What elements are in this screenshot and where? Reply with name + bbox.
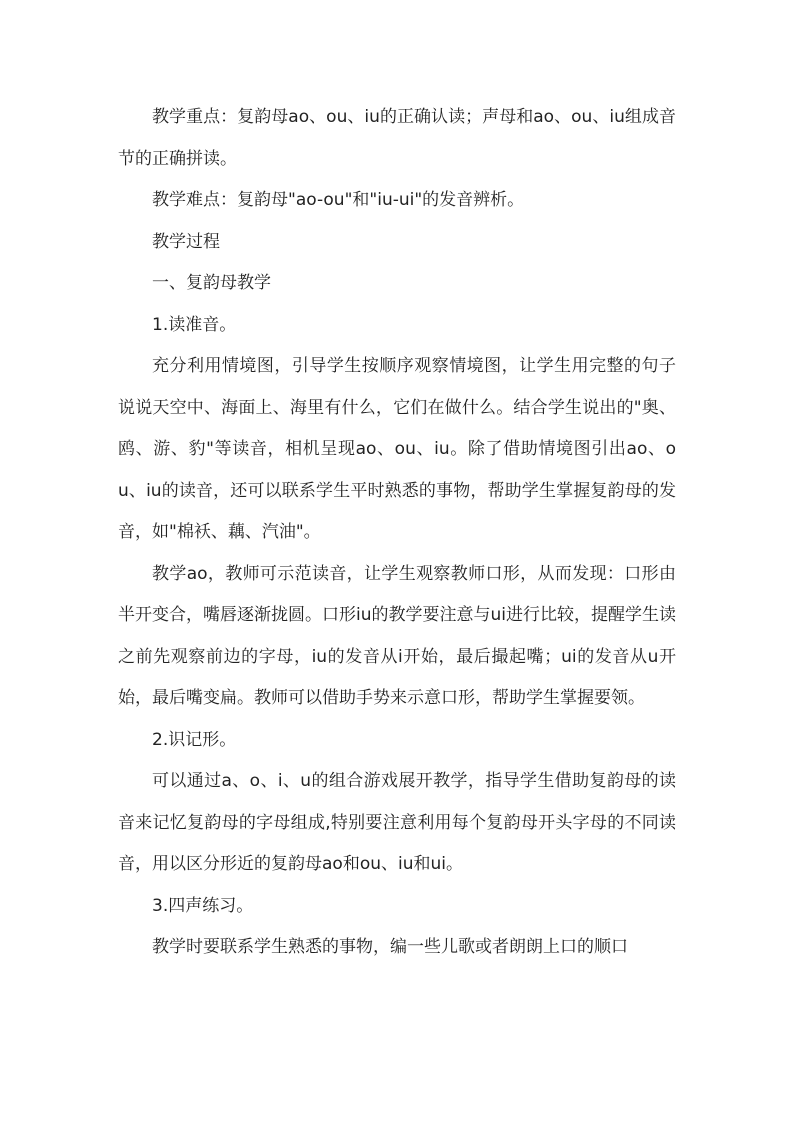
paragraph-step-2: 可以通过a、o、i、u的组合游戏展开教学，指导学生借助复韵母的读音来记忆复韵母的字母组成,特别要注意利用每个复韵母开头字母的不同读音，用以区分形近的复韵母ao和ou、iu和ui。 <box>118 771 676 874</box>
heading-section-one: 一、复韵母教学 <box>152 273 271 293</box>
heading-step-1: 1.读准音。 <box>152 314 237 335</box>
heading-step-2: 2.识记形。 <box>152 729 237 750</box>
paragraph-difficulties: 教学难点：复韵母"ao-ou"和"iu-ui"的发音辨析。 <box>152 190 525 210</box>
paragraph-step-1-scene: 充分利用情境图，引导学生按顺序观察情境图，让学生用完整的句子说说天空中、海面上、海里有什么，它们在做什么。结合学生说出的"奥、鸥、游、豹"等读音，相机呈现ao、ou、iu。除了借助情境图引出ao、ou、iu的读音，还可以联系学生平时熟悉的事物，帮助学生掌握复韵母的发音，如"棉袄、藕、汽油"。 <box>118 356 676 542</box>
paragraph-step-3: 教学时要联系学生熟悉的事物，编一些儿歌或者朗朗上口的顺口 <box>152 937 628 957</box>
heading-step-3: 3.四声练习。 <box>152 895 254 916</box>
heading-teaching-process: 教学过程 <box>152 231 220 252</box>
paragraph-key-points: 教学重点：复韵母ao、ou、iu的正确认读；声母和ao、ou、iu组成音节的正确拼读。 <box>118 107 676 169</box>
paragraph-step-1-mouth-shape: 教学ao，教师可示范读音，让学生观察教师口形，从而发现：口形由半开变合，嘴唇逐渐拢圆。口形iu的教学要注意与ui进行比较，提醒学生读之前先观察前边的字母，iu的发音从i开始，最后撮起嘴；ui的发音从u开始，最后嘴变扁。教师可以借助手势来示意口形，帮助学生掌握要领。 <box>118 563 676 708</box>
document-body <box>118 97 676 969</box>
